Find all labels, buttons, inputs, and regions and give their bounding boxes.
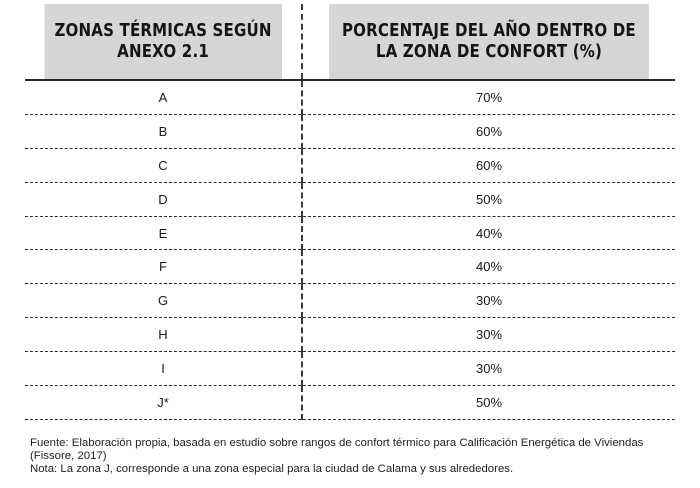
- table-row: [25, 318, 675, 352]
- zone-j-note: Nota: La zona J, corresponde a una zona especial para la ciudad de Calama y sus alrededores.: [30, 463, 514, 475]
- zone-cell: J*: [25, 386, 302, 420]
- percentage-cell: 50%: [302, 386, 675, 420]
- table-row: [25, 182, 675, 216]
- table-row: [25, 80, 675, 114]
- zone-cell: B: [25, 114, 302, 148]
- table-header: [25, 4, 675, 80]
- header-comfort-percentage: PORCENTAJE DEL AÑO DENTRO DE LA ZONA DE CONFORT (%): [328, 4, 649, 80]
- zone-cell: C: [25, 148, 302, 182]
- percentage-cell: 60%: [302, 148, 675, 182]
- table-row: [25, 216, 675, 250]
- header-thermal-zones: ZONAS TÉRMICAS SEGÚN ANEXO 2.1: [44, 4, 282, 80]
- table-footnotes: [30, 437, 680, 476]
- zone-cell: G: [25, 284, 302, 318]
- percentage-cell: 40%: [302, 250, 675, 284]
- table-row: [25, 352, 675, 386]
- header-row: [25, 4, 675, 80]
- percentage-cell: 30%: [302, 318, 675, 352]
- percentage-cell: 30%: [302, 352, 675, 386]
- table-body: [25, 80, 675, 419]
- percentage-cell: 60%: [302, 114, 675, 148]
- table-row: [25, 114, 675, 148]
- percentage-cell: 30%: [302, 284, 675, 318]
- zone-cell: F: [25, 250, 302, 284]
- percentage-cell: 40%: [302, 216, 675, 250]
- table-row: [25, 148, 675, 182]
- table-row: [25, 284, 675, 318]
- zone-cell: I: [25, 352, 302, 386]
- table-row: [25, 386, 675, 420]
- zone-cell: E: [25, 216, 302, 250]
- percentage-cell: 50%: [302, 182, 675, 216]
- zone-cell: H: [25, 318, 302, 352]
- zone-cell: D: [25, 182, 302, 216]
- zone-cell: A: [25, 80, 302, 114]
- thermal-zones-table: [25, 4, 675, 420]
- table-row: [25, 250, 675, 284]
- source-note: Fuente: Elaboración propia, basada en estudio sobre rangos de confort térmico para Calificación Energética de Viviendas (Fissore, 2017): [30, 437, 644, 462]
- percentage-cell: 70%: [302, 80, 675, 114]
